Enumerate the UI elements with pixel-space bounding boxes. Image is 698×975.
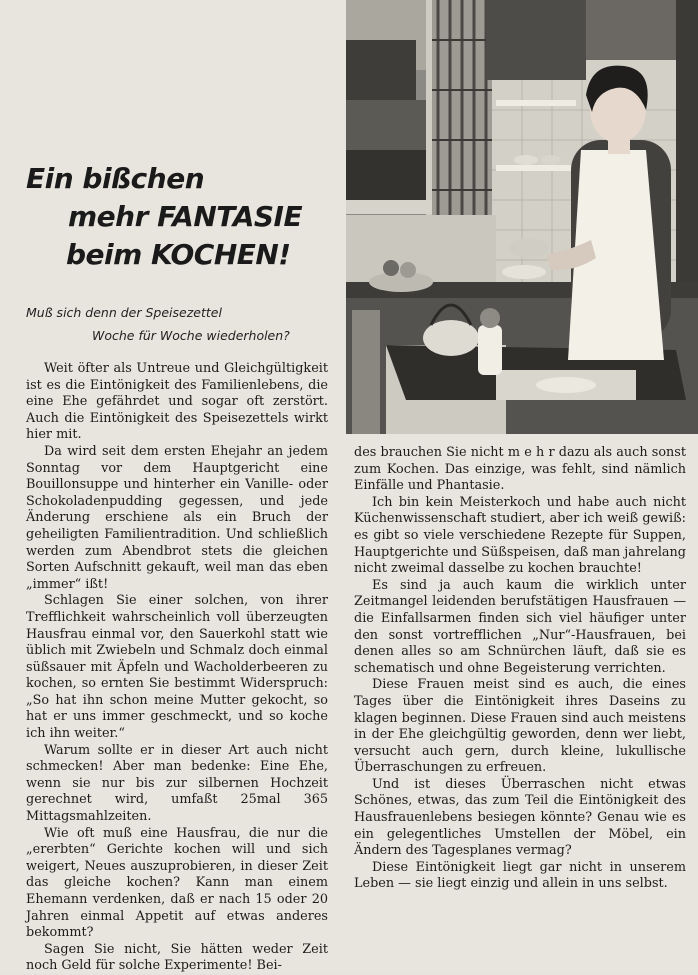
paragraph: Und ist dieses Überraschen nicht etwas Schönes, etwas, das zum Teil die Eintönigkeit des Hausfrauenlebens besiegen könnte? Genau wie es ein gelegentliches Umstellen der Möbel, ein Ändern des Tagesplanes vermag? [354,776,686,859]
woman-cooking-in-kitchen-photo [346,0,698,434]
paragraph: Wie oft muß eine Hausfrau, die nur die „ererbten“ Gerichte kochen will und sich weigert, Neues auszuprobieren, in dieser Zeit das gleiche kochen? Kann man einem Ehemann verdenken, daß er nach 15 oder 20 Jahren einmal Appetit auf etwas anderes bekommt? [26,825,328,941]
paragraph: Schlagen Sie einer solchen, von ihrer Trefflichkeit wahrscheinlich voll überzeugten Hausfrau einmal vor, den Sauerkohl statt wie üblich mit Zwiebeln und Schmalz doch einmal süßsauer mit Äpfeln und Wacholderbeeren zu kochen, so ernten Sie bestimmt Widerspruch: „So hat ihn schon meine Mutter gekocht, so hat er uns immer geschmeckt, und so koche ich ihn weiter.“ [26,593,328,742]
headline-line-2: mehr FANTASIE [68,200,303,233]
article-column-left [26,361,328,975]
paragraph: Diese Frauen meist sind es auch, die eines Tages über die Eintönigkeit ihres Daseins zu klagen beginnen. Diese Frauen sind auch meistens in der Ehe gleichgültig geworden, denn wer liebt, versucht auch gern, durch kleine, lukullische Überraschungen zu erfreuen. [354,677,686,776]
subheadline-line-2: Woche für Woche wiederholen? [92,328,290,343]
subheadline-line-1: Muß sich denn der Speisezettel [26,305,222,320]
article-headline [22,160,342,274]
headline-line-1: Ein bißchen [26,162,205,195]
paragraph: Es sind ja auch kaum die wirklich unter Zeitmangel leidenden berufstätigen Hausfrauen — die Einfallsarmen finden sich viel häufiger unter den sonst vortrefflichen „Nur“-Hausfrauen, bei denen alles so am Schnürchen läuft, daß sie es schematisch und ohne Begeisterung verrichten. [354,577,686,676]
article-column-right [354,445,686,893]
paragraph: Sagen Sie nicht, Sie hätten weder Zeit noch Geld für solche Experimente! Bei- [26,941,328,974]
paragraph: des brauchen Sie nicht m e h r dazu als auch sonst zum Kochen. Das einzige, was fehlt, sind nämlich Einfälle und Phantasie. [354,445,686,494]
paragraph: Da wird seit dem ersten Ehejahr an jedem Sonntag vor dem Hauptgericht eine Bouillonsuppe und hinterher ein Vanille- oder Schokoladenpudding gegessen, und jede Änderung erschiene als ein Bruch der geheiligten Familientradition. Und schließlich werden zum Abendbrot stets die gleichen Sorten Aufschnitt gekauft, weil man das eben „immer“ ißt! [26,443,328,592]
paragraph: Weit öfter als Untreue und Gleichgültigkeit ist es die Eintönigkeit des Familienlebens, die eine Ehe gefährdet und sogar oft zerstört. Auch die Eintönigkeit des Speisezettels wirkt hier mit. [26,361,328,443]
paragraph: Ich bin kein Meisterkoch und habe auch nicht Küchenwissenschaft studiert, aber ich weiß gewiß: es gibt so viele verschiedene Rezepte für Suppen, Hauptgerichte und Süßspeisen, daß man jahrelang nicht zweimal dasselbe zu kochen brauchte! [354,494,686,577]
paragraph: Warum sollte er in dieser Art auch nicht schmecken! Aber man bedenke: Eine Ehe, wenn sie nur bis zur silbernen Hochzeit gerechnet wird, umfaßt 25mal 365 Mittagsmahlzeiten. [26,742,328,825]
paragraph: Diese Eintönigkeit liegt gar nicht in unserem Leben — sie liegt einzig und allein in uns selbst. [354,859,686,892]
headline-line-3: beim KOCHEN! [66,238,291,271]
